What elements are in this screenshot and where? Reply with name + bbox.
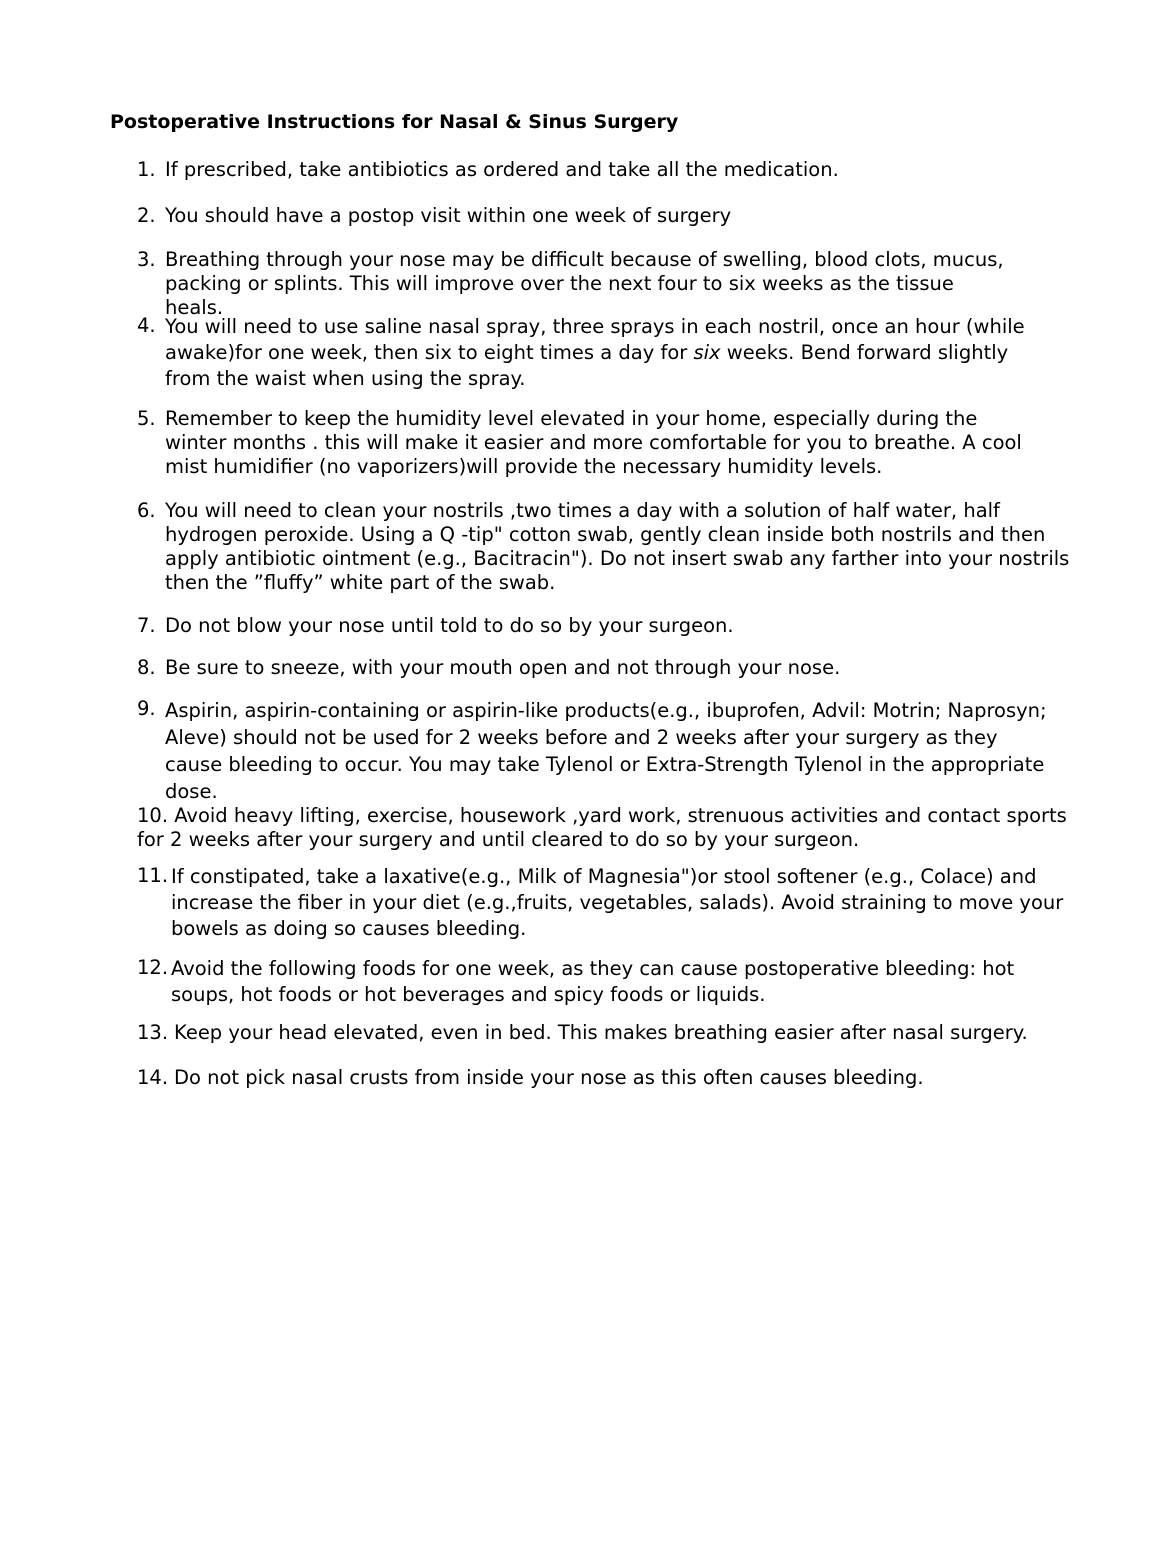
item-number: 2.: [137, 204, 156, 227]
item-text: You should have a postop visit within one week of surgery: [165, 204, 732, 227]
item-text: Be sure to sneeze, with your mouth open and not through your nose.: [165, 656, 841, 679]
item-text-part: weeks. Bend forward slightly from the waist when using the spray.: [165, 341, 1009, 390]
list-item: [137, 158, 1097, 182]
document-title: Postoperative Instructions for Nasal & Sinus Surgery: [110, 111, 679, 133]
list-item: [137, 499, 1072, 595]
item-number: 12.: [137, 956, 169, 979]
item-text: [165, 314, 1057, 392]
list-item: [137, 656, 1097, 680]
item-text: Do not pick nasal crusts from inside your nose as this often causes bleeding.: [174, 1066, 924, 1089]
item-number: 10.: [137, 804, 169, 827]
item-number: 7.: [137, 614, 156, 637]
item-number: 9.: [137, 697, 156, 720]
item-number: 8.: [137, 656, 156, 679]
item-number: 3.: [137, 248, 156, 271]
item-number: 4.: [137, 314, 156, 337]
item-text: Keep your head elevated, even in bed. This makes breathing easier after nasal surgery.: [174, 1021, 1028, 1044]
item-text-part: You will need to use saline nasal spray, three sprays in each nostril, once an hour (while awake)for one week, then six to eight times a day for: [165, 315, 1025, 364]
item-text: Do not blow your nose until told to do so by your surgeon.: [165, 614, 734, 637]
emphasis-text: six: [693, 341, 721, 364]
item-number: 11.: [137, 864, 169, 887]
list-item: [137, 407, 1037, 479]
item-text: If constipated, take a laxative(e.g., Milk of Magnesia")or stool softener (e.g., Colace) and increase the fiber in your diet (e.g.,fruits, vegetables, salads). Avoid straining to move your bowels as doing so causes bleeding.: [171, 865, 1064, 940]
item-number: 1.: [137, 158, 156, 181]
item-text: Avoid the following foods for one week, as they can cause postoperative bleeding: hot soups, hot foods or hot beverages and spicy foods or liquids.: [171, 957, 1015, 1006]
item-text: You will need to clean your nostrils ,two times a day with a solution of half water, half hydrogen peroxide. Using a Q -tip" cotton swab, gently clean inside both nostrils and then apply antibiotic ointment (e.g., Bacitracin"). Do not insert swab any farther into your nostrils then the ”fluffy” white part of the swab.: [165, 499, 1070, 594]
item-text: Avoid heavy lifting, exercise, housework ,yard work, strenuous activities and contact sports for 2 weeks after your surgery and until cleared to do so by your surgeon.: [137, 804, 1067, 851]
item-text: Remember to keep the humidity level elevated in your home, especially during the winter months . this will make it easier and more comfortable for you to breathe. A cool mist humidifier (no vaporizers)will provide the necessary humidity levels.: [165, 407, 1022, 478]
list-item: [137, 204, 1097, 228]
item-text: Breathing through your nose may be difficult because of swelling, blood clots, mucus, packing or splints. This will improve over the next four to six weeks as the tissue heals.: [165, 248, 1004, 319]
list-item: [137, 1066, 1097, 1090]
item-number: 13.: [137, 1021, 169, 1044]
list-item: [137, 1021, 1097, 1045]
item-number: 5.: [137, 407, 156, 430]
list-item: [137, 804, 1072, 852]
list-item: [137, 314, 1057, 392]
item-number: 14.: [137, 1066, 169, 1089]
item-text: Aspirin, aspirin-containing or aspirin-like products(e.g., ibuprofen, Advil: Motrin; Naprosyn; Aleve) should not be used for 2 weeks before and 2 weeks after your surgery as they cause bleeding to occur. You may take Tylenol or Extra-Strength Tylenol in the appropriate dose.: [165, 699, 1047, 803]
item-text: If prescribed, take antibiotics as ordered and take all the medication.: [165, 158, 839, 181]
list-item: [137, 864, 1072, 942]
list-item: [137, 697, 1057, 805]
list-item: [137, 614, 1097, 638]
list-item: [137, 956, 1037, 1008]
item-number: 6.: [137, 499, 156, 522]
list-item: [137, 248, 1017, 320]
